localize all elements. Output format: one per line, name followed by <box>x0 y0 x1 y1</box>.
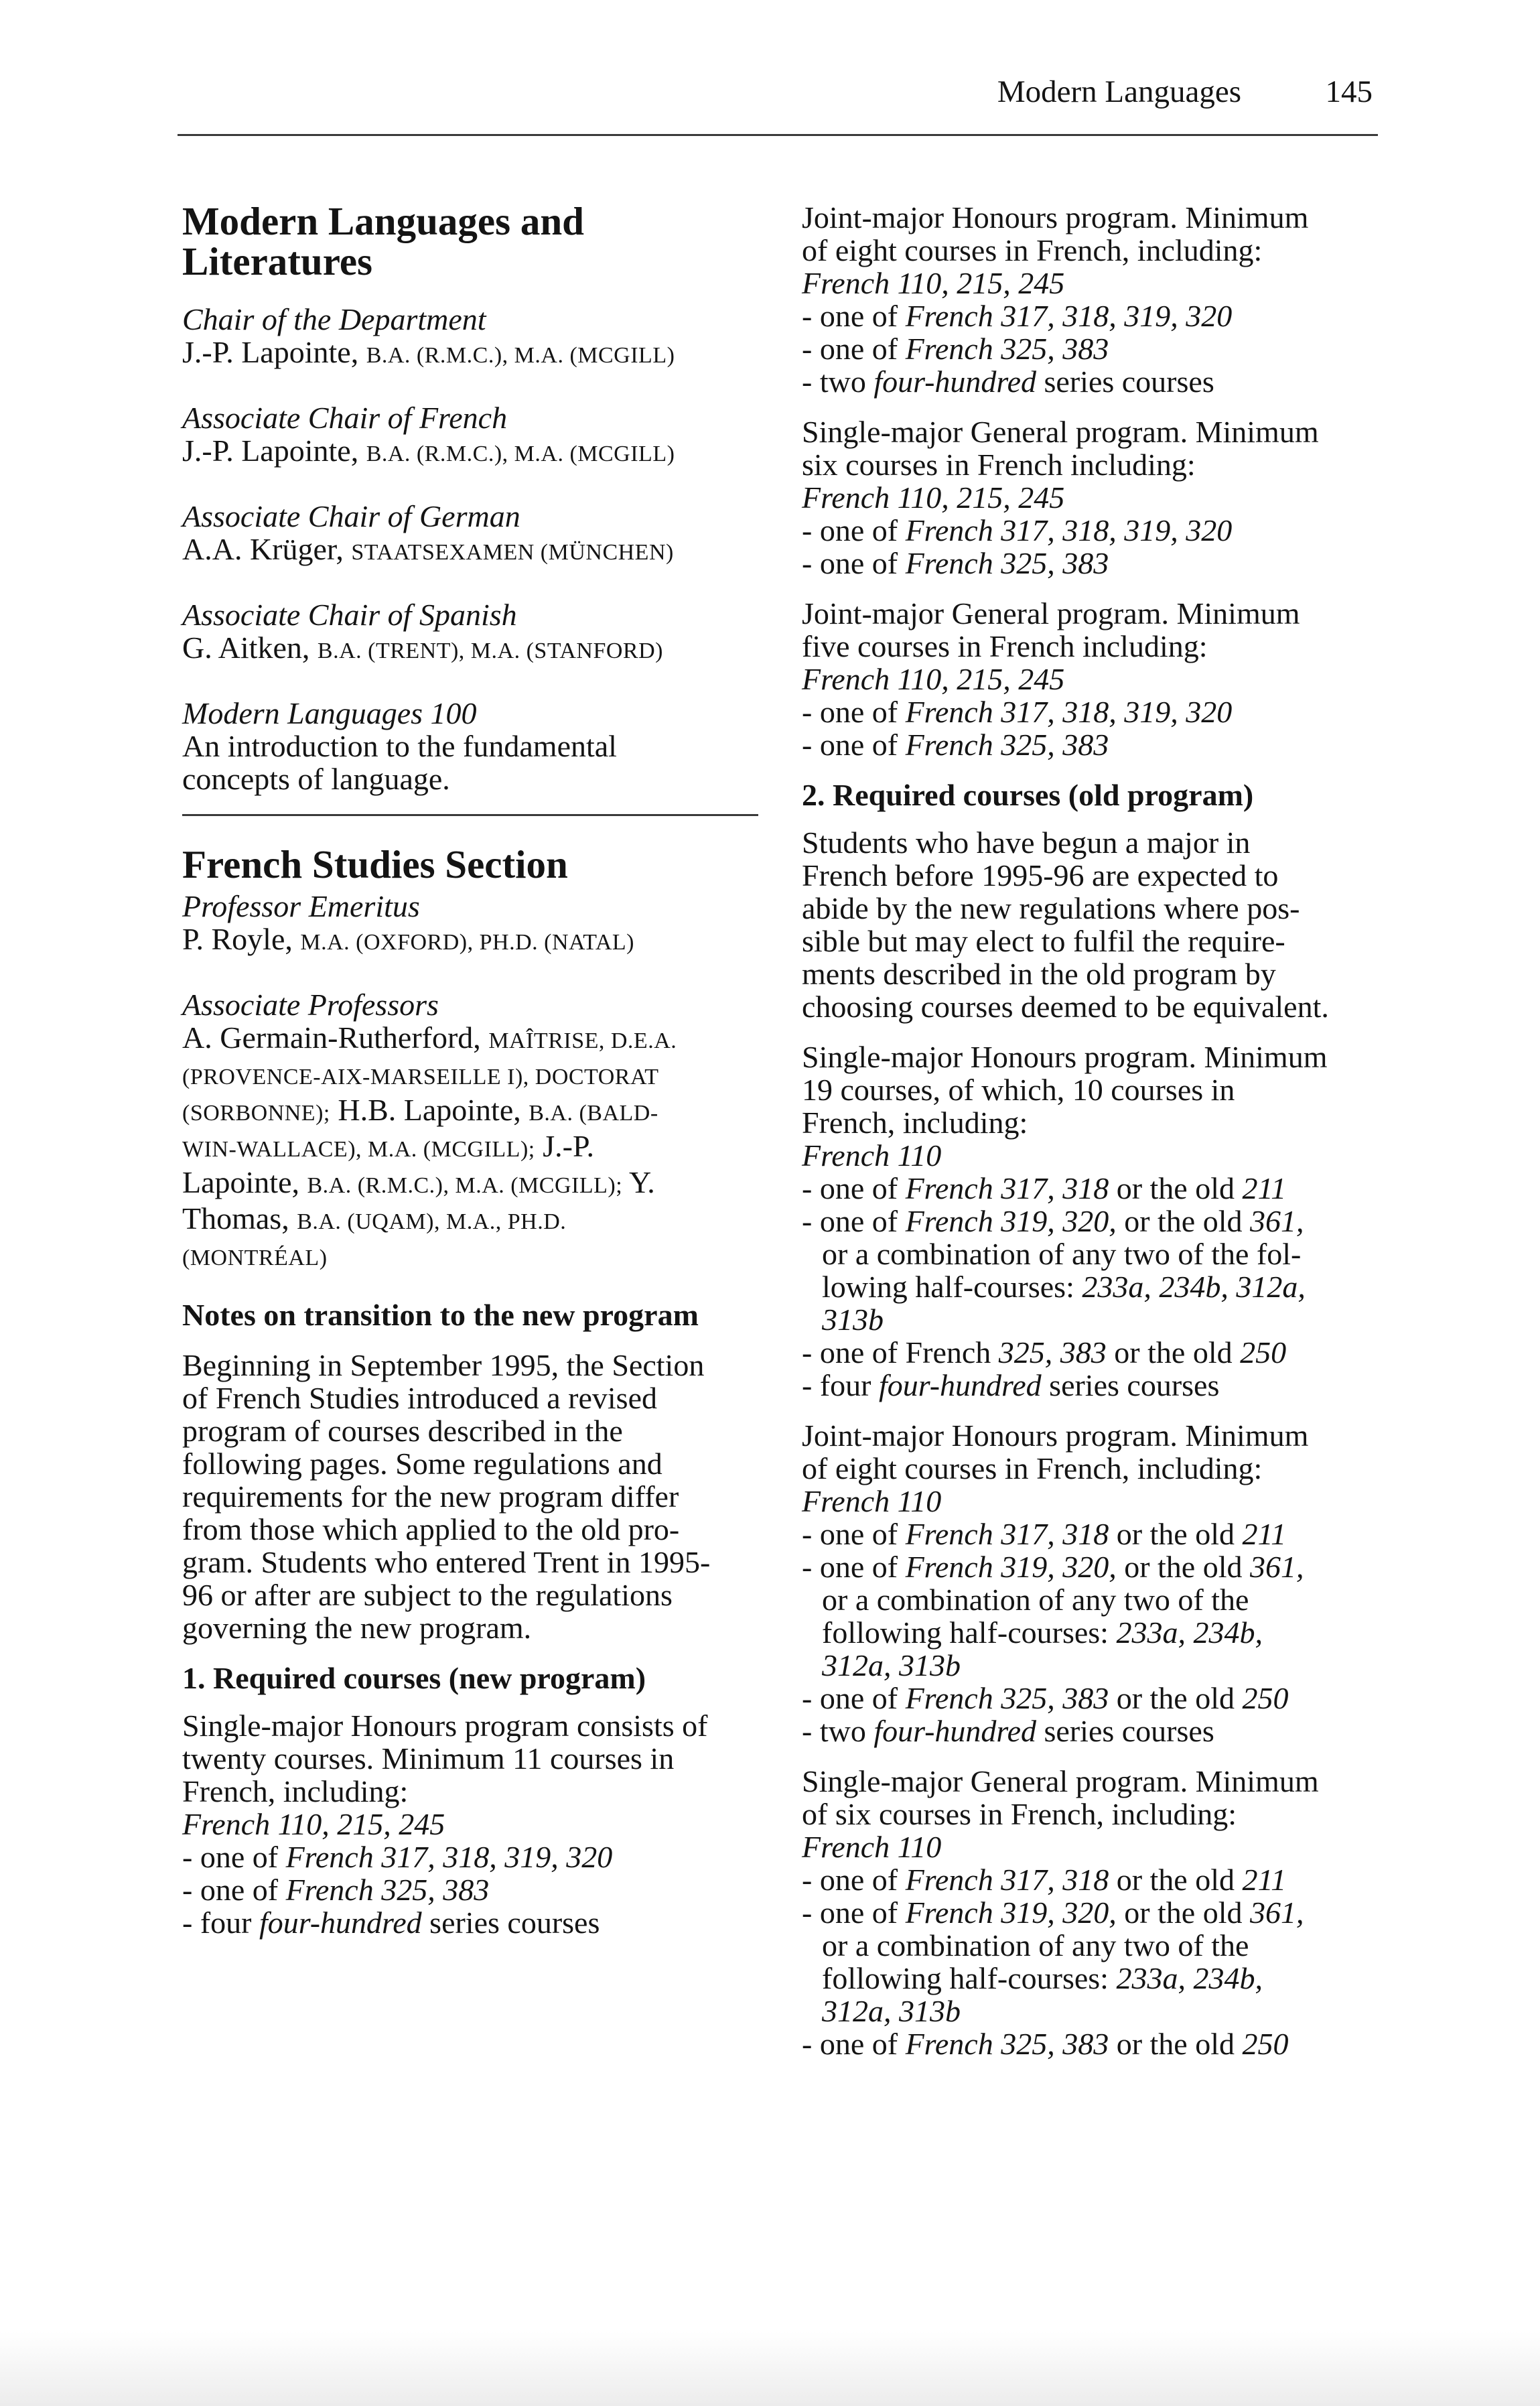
item-old-course: 250 <box>1242 2027 1289 2061</box>
single-major-honours-old <box>802 1041 1391 1402</box>
prof-name: A. Germain-Rutherford, <box>182 1020 481 1055</box>
single-major-general-new <box>802 415 1391 580</box>
req-item <box>802 299 1391 332</box>
program-line: 19 courses, of which, 10 courses in <box>802 1073 1235 1107</box>
notes-heading: Notes on transition to the new program <box>182 1298 699 1332</box>
program-line: five courses in French including: <box>802 629 1208 663</box>
old-program-paragraph <box>802 826 1391 1023</box>
program-line: Single-major General program. Minimum <box>802 415 1319 449</box>
old-line: ments described in the old program by <box>802 957 1276 991</box>
prof-credentials: WIN-WALLACE), M.A. (MCGILL); <box>182 1137 535 1162</box>
item-prefix: - one of French <box>802 1335 999 1369</box>
old-line: abide by the new regulations where pos- <box>802 891 1300 925</box>
item-prefix: - one of <box>802 1895 906 1930</box>
old-line: Students who have begun a major in <box>802 825 1251 860</box>
assoc-chair-spanish-line <box>182 631 758 667</box>
old-line: choosing courses deemed to be equivalent. <box>802 990 1329 1024</box>
item-connector: or the old <box>1116 1550 1250 1584</box>
program-courses: French 110 <box>802 1138 942 1173</box>
item-courses: French 325, 383 <box>905 546 1109 580</box>
cont-text: or a combination of any two of the fol- <box>822 1237 1302 1271</box>
req-item-cont <box>802 1616 1391 1649</box>
cont-courses: 233a, 234b, <box>1116 1615 1263 1650</box>
cont-courses: 233a, 234b, <box>1116 1961 1263 1995</box>
assoc-chair-spanish-entry <box>182 598 758 667</box>
item-prefix: - four <box>182 1906 259 1940</box>
assoc-prof-line-6 <box>182 1202 758 1238</box>
chair-credentials: B.A. (R.M.C.), M.A. (MCGILL) <box>366 343 675 368</box>
item-connector: or the old <box>1116 1204 1250 1238</box>
prof-credentials: (MONTRÉAL) <box>182 1246 328 1270</box>
req-item <box>802 547 1391 580</box>
page-bottom-shadow <box>0 2332 1540 2406</box>
req-line: French, including: <box>182 1774 409 1808</box>
joint-major-general-new <box>802 597 1391 761</box>
emeritus-role: Professor Emeritus <box>182 889 420 923</box>
chair-name-line <box>182 336 758 372</box>
item-prefix: - one of <box>802 299 906 333</box>
program-courses: French 110, 215, 245 <box>802 662 1065 696</box>
item-courses: French 317, 318, 319, 320 <box>905 695 1233 729</box>
notes-line: governing the new program. <box>182 1611 532 1645</box>
prof-name: J.-P. <box>543 1129 594 1163</box>
single-major-general-old <box>802 1765 1391 2060</box>
program-courses: French 110 <box>802 1484 942 1518</box>
item-prefix: - one of <box>802 2027 906 2061</box>
req-item <box>802 2027 1391 2060</box>
assoc-professors-entry <box>182 988 758 1274</box>
program-line: of six courses in French, including: <box>802 1797 1237 1831</box>
cont-text: or a combination of any two of the <box>822 1583 1249 1617</box>
course-title: Modern Languages 100 <box>182 696 477 730</box>
item-courses: four-hundred <box>873 364 1037 399</box>
item-prefix: - one of <box>802 1550 906 1584</box>
assoc-prof-line-3 <box>182 1093 758 1130</box>
cont-text: following half-courses: <box>822 1615 1117 1650</box>
assoc-chair-french-credentials: B.A. (R.M.C.), M.A. (MCGILL) <box>366 442 675 466</box>
prof-name: H.B. Lapointe, <box>338 1093 521 1127</box>
page-number: 145 <box>1325 74 1373 109</box>
item-old-course: 250 <box>1242 1681 1289 1715</box>
req-item-cont <box>802 1583 1391 1616</box>
req-item <box>802 1205 1391 1238</box>
item-suffix: series courses <box>1036 364 1214 399</box>
program-line: of eight courses in French, including: <box>802 233 1263 267</box>
prof-name: Y. <box>628 1165 655 1199</box>
spacer <box>182 1331 758 1349</box>
req-item <box>182 1873 758 1906</box>
item-prefix: - one of <box>802 1863 906 1897</box>
old-line: French before 1995-96 are expected to <box>802 858 1279 892</box>
joint-major-honours-old <box>802 1419 1391 1747</box>
req-courses: French 110, 215, 245 <box>182 1807 445 1841</box>
item-prefix: - one of <box>802 1171 906 1205</box>
item-connector: or the old <box>1109 2027 1243 2061</box>
program-line: Joint-major Honours program. Minimum <box>802 200 1309 235</box>
notes-line: following pages. Some regulations and <box>182 1447 662 1481</box>
req-item <box>802 1550 1391 1583</box>
item-connector: or the old <box>1106 1335 1241 1369</box>
item-courses: four-hundred <box>259 1906 422 1940</box>
item-connector: or the old <box>1109 1517 1243 1551</box>
req-item <box>802 1369 1391 1402</box>
cont-courses: 313b <box>822 1302 884 1337</box>
cont-courses: 312a, 313b <box>822 1994 961 2028</box>
notes-paragraph <box>182 1349 758 1644</box>
course-entry <box>182 697 758 795</box>
assoc-chair-french-role: Associate Chair of French <box>182 401 508 435</box>
item-prefix: - one of <box>802 332 906 366</box>
program-line: Single-major General program. Minimum <box>802 1764 1319 1798</box>
required-old-heading: 2. Required courses (old program) <box>802 778 1254 812</box>
assoc-prof-line-4 <box>182 1130 758 1166</box>
item-courses: French 325, 383 <box>905 332 1109 366</box>
item-courses: French 317, 318 <box>905 1517 1109 1551</box>
notes-line: 96 or after are subject to the regulations <box>182 1578 673 1612</box>
prof-credentials: (SORBONNE); <box>182 1101 330 1126</box>
item-prefix: - one of <box>182 1873 286 1907</box>
item-old-course: 211 <box>1242 1863 1287 1897</box>
req-item <box>802 728 1391 761</box>
assoc-professors-role: Associate Professors <box>182 988 439 1022</box>
course-desc-line-2: concepts of language. <box>182 762 450 796</box>
item-prefix: - two <box>802 364 874 399</box>
required-new-heading: 1. Required courses (new program) <box>182 1661 646 1695</box>
assoc-chair-french-name: J.-P. Lapointe, <box>182 433 359 468</box>
program-line: French, including: <box>802 1106 1028 1140</box>
emeritus-name: P. Royle, <box>182 922 293 956</box>
emeritus-line <box>182 923 758 959</box>
item-suffix: series courses <box>1041 1368 1220 1402</box>
chair-name: J.-P. Lapointe, <box>182 335 359 369</box>
left-column <box>182 201 758 1939</box>
item-courses: French 317, 318 <box>905 1863 1109 1897</box>
req-item <box>802 514 1391 547</box>
assoc-chair-spanish-role: Associate Chair of Spanish <box>182 598 517 632</box>
item-prefix: - four <box>802 1368 879 1402</box>
required-new-block <box>182 1709 758 1939</box>
item-old-course: 211 <box>1242 1517 1287 1551</box>
item-prefix: - one of <box>802 1681 906 1715</box>
cont-courses: 233a, 234b, 312a, <box>1082 1270 1306 1304</box>
course-desc-line-1: An introduction to the fundamental <box>182 729 617 763</box>
assoc-chair-german-line <box>182 533 758 569</box>
req-item <box>802 1715 1391 1747</box>
item-connector: or the old <box>1109 1863 1243 1897</box>
req-item <box>802 365 1391 398</box>
req-line: Single-major Honours program consists of <box>182 1709 708 1743</box>
notes-line: program of courses described in the <box>182 1414 623 1448</box>
req-item <box>802 332 1391 365</box>
notes-line: requirements for the new program differ <box>182 1479 679 1514</box>
prof-credentials: B.A. (BALD- <box>529 1101 658 1126</box>
item-courses: French 319, 320, <box>905 1550 1117 1584</box>
chair-role: Chair of the Department <box>182 302 486 336</box>
item-old-course: 361, <box>1250 1550 1304 1584</box>
req-item-cont <box>802 1649 1391 1682</box>
item-courses: four-hundred <box>878 1368 1042 1402</box>
item-courses: French 325, 383 <box>905 1681 1109 1715</box>
item-prefix: - one of <box>802 513 906 547</box>
cont-courses: 312a, 313b <box>822 1648 961 1682</box>
item-courses: French 325, 383 <box>905 728 1109 762</box>
assoc-chair-spanish-name: G. Aitken, <box>182 630 310 665</box>
prof-credentials: (PROVENCE-AIX-MARSEILLE I), DOCTORAT <box>182 1065 659 1089</box>
req-item-cont <box>802 1962 1391 1995</box>
program-line: six courses in French including: <box>802 448 1196 482</box>
joint-major-honours-new <box>802 201 1391 398</box>
item-connector: or the old <box>1109 1681 1243 1715</box>
running-header <box>178 72 1378 136</box>
req-item-cont <box>802 1303 1391 1336</box>
header-section-title: Modern Languages <box>997 74 1241 109</box>
item-prefix: - one of <box>802 695 906 729</box>
assoc-chair-french-line <box>182 434 758 470</box>
req-line: twenty courses. Minimum 11 courses in <box>182 1741 675 1776</box>
item-courses: 325, 383 <box>998 1335 1107 1369</box>
item-prefix: - one of <box>802 546 906 580</box>
item-old-course: 211 <box>1242 1171 1287 1205</box>
item-courses: French 317, 318, 319, 320 <box>905 513 1233 547</box>
french-section-title: French Studies Section <box>182 842 568 886</box>
req-item-cont <box>802 1929 1391 1962</box>
item-courses: French 317, 318 <box>905 1171 1109 1205</box>
item-prefix: - one of <box>802 1204 906 1238</box>
item-courses: French 325, 383 <box>285 1873 490 1907</box>
item-courses: four-hundred <box>873 1714 1037 1748</box>
req-item <box>802 1172 1391 1205</box>
req-item-cont <box>802 1238 1391 1270</box>
item-courses: French 319, 320, <box>905 1895 1117 1930</box>
req-item-cont <box>802 1270 1391 1303</box>
item-courses: French 319, 320, <box>905 1204 1117 1238</box>
assoc-chair-german-entry <box>182 500 758 569</box>
notes-line: gram. Students who entered Trent in 1995- <box>182 1545 711 1579</box>
assoc-chair-german-credentials: STAATSEXAMEN (MÜNCHEN) <box>351 540 674 565</box>
item-courses: French 317, 318, 319, 320 <box>285 1840 613 1874</box>
notes-line: from those which applied to the old pro- <box>182 1512 680 1546</box>
assoc-chair-german-name: A.A. Krüger, <box>182 532 344 566</box>
spacer <box>802 811 1391 826</box>
prof-name: Lapointe, <box>182 1165 299 1199</box>
req-item-cont <box>802 1995 1391 2027</box>
chair-entry <box>182 303 758 372</box>
req-item <box>802 1518 1391 1550</box>
prof-name: Thomas, <box>182 1201 289 1235</box>
notes-line: Beginning in September 1995, the Section <box>182 1348 705 1382</box>
right-column <box>802 201 1391 2060</box>
program-line: of eight courses in French, including: <box>802 1451 1263 1485</box>
item-prefix: - two <box>802 1714 874 1748</box>
item-suffix: series courses <box>421 1906 600 1940</box>
req-item <box>802 695 1391 728</box>
emeritus-credentials: M.A. (OXFORD), PH.D. (NATAL) <box>300 930 634 955</box>
program-line: Joint-major General program. Minimum <box>802 596 1300 630</box>
spacer <box>182 1694 758 1709</box>
assoc-chair-german-role: Associate Chair of German <box>182 499 520 533</box>
req-item <box>182 1906 758 1939</box>
assoc-prof-line-2 <box>182 1057 758 1093</box>
assoc-chair-spanish-credentials: B.A. (TRENT), M.A. (STANFORD) <box>317 639 663 663</box>
item-old-course: 361, <box>1250 1895 1304 1930</box>
old-line: sible but may elect to fulfil the require- <box>802 924 1285 958</box>
req-item <box>802 1682 1391 1715</box>
cont-text: following half-courses: <box>822 1961 1117 1995</box>
program-courses: French 110 <box>802 1830 942 1864</box>
cont-text: lowing half-courses: <box>822 1270 1082 1304</box>
department-title: Modern Languages and Literatures <box>182 199 584 283</box>
program-courses: French 110, 215, 245 <box>802 266 1065 300</box>
item-connector: or the old <box>1109 1171 1243 1205</box>
assoc-prof-line-1 <box>182 1021 758 1057</box>
item-courses: French 317, 318, 319, 320 <box>905 299 1233 333</box>
prof-credentials: B.A. (R.M.C.), M.A. (MCGILL); <box>307 1173 623 1198</box>
req-item <box>802 1863 1391 1896</box>
assoc-prof-line-7 <box>182 1238 758 1274</box>
item-old-course: 250 <box>1240 1335 1287 1369</box>
program-courses: French 110, 215, 245 <box>802 480 1065 515</box>
assoc-chair-french-entry <box>182 401 758 470</box>
item-old-course: 361, <box>1250 1204 1304 1238</box>
req-item <box>802 1896 1391 1929</box>
program-line: Single-major Honours program. Minimum <box>802 1040 1328 1074</box>
item-courses: French 325, 383 <box>905 2027 1109 2061</box>
item-prefix: - one of <box>182 1840 286 1874</box>
item-connector: or the old <box>1116 1895 1250 1930</box>
assoc-prof-line-5 <box>182 1166 758 1202</box>
section-divider <box>182 814 758 816</box>
item-suffix: series courses <box>1036 1714 1214 1748</box>
notes-line: of French Studies introduced a revised <box>182 1381 657 1415</box>
program-line: Joint-major Honours program. Minimum <box>802 1418 1309 1453</box>
prof-credentials: MAÎTRISE, D.E.A. <box>488 1028 677 1053</box>
emeritus-entry <box>182 890 758 959</box>
prof-credentials: B.A. (UQAM), M.A., PH.D. <box>297 1209 567 1234</box>
item-prefix: - one of <box>802 1517 906 1551</box>
req-item <box>802 1336 1391 1369</box>
req-item <box>182 1841 758 1873</box>
item-prefix: - one of <box>802 728 906 762</box>
cont-text: or a combination of any two of the <box>822 1928 1249 1962</box>
